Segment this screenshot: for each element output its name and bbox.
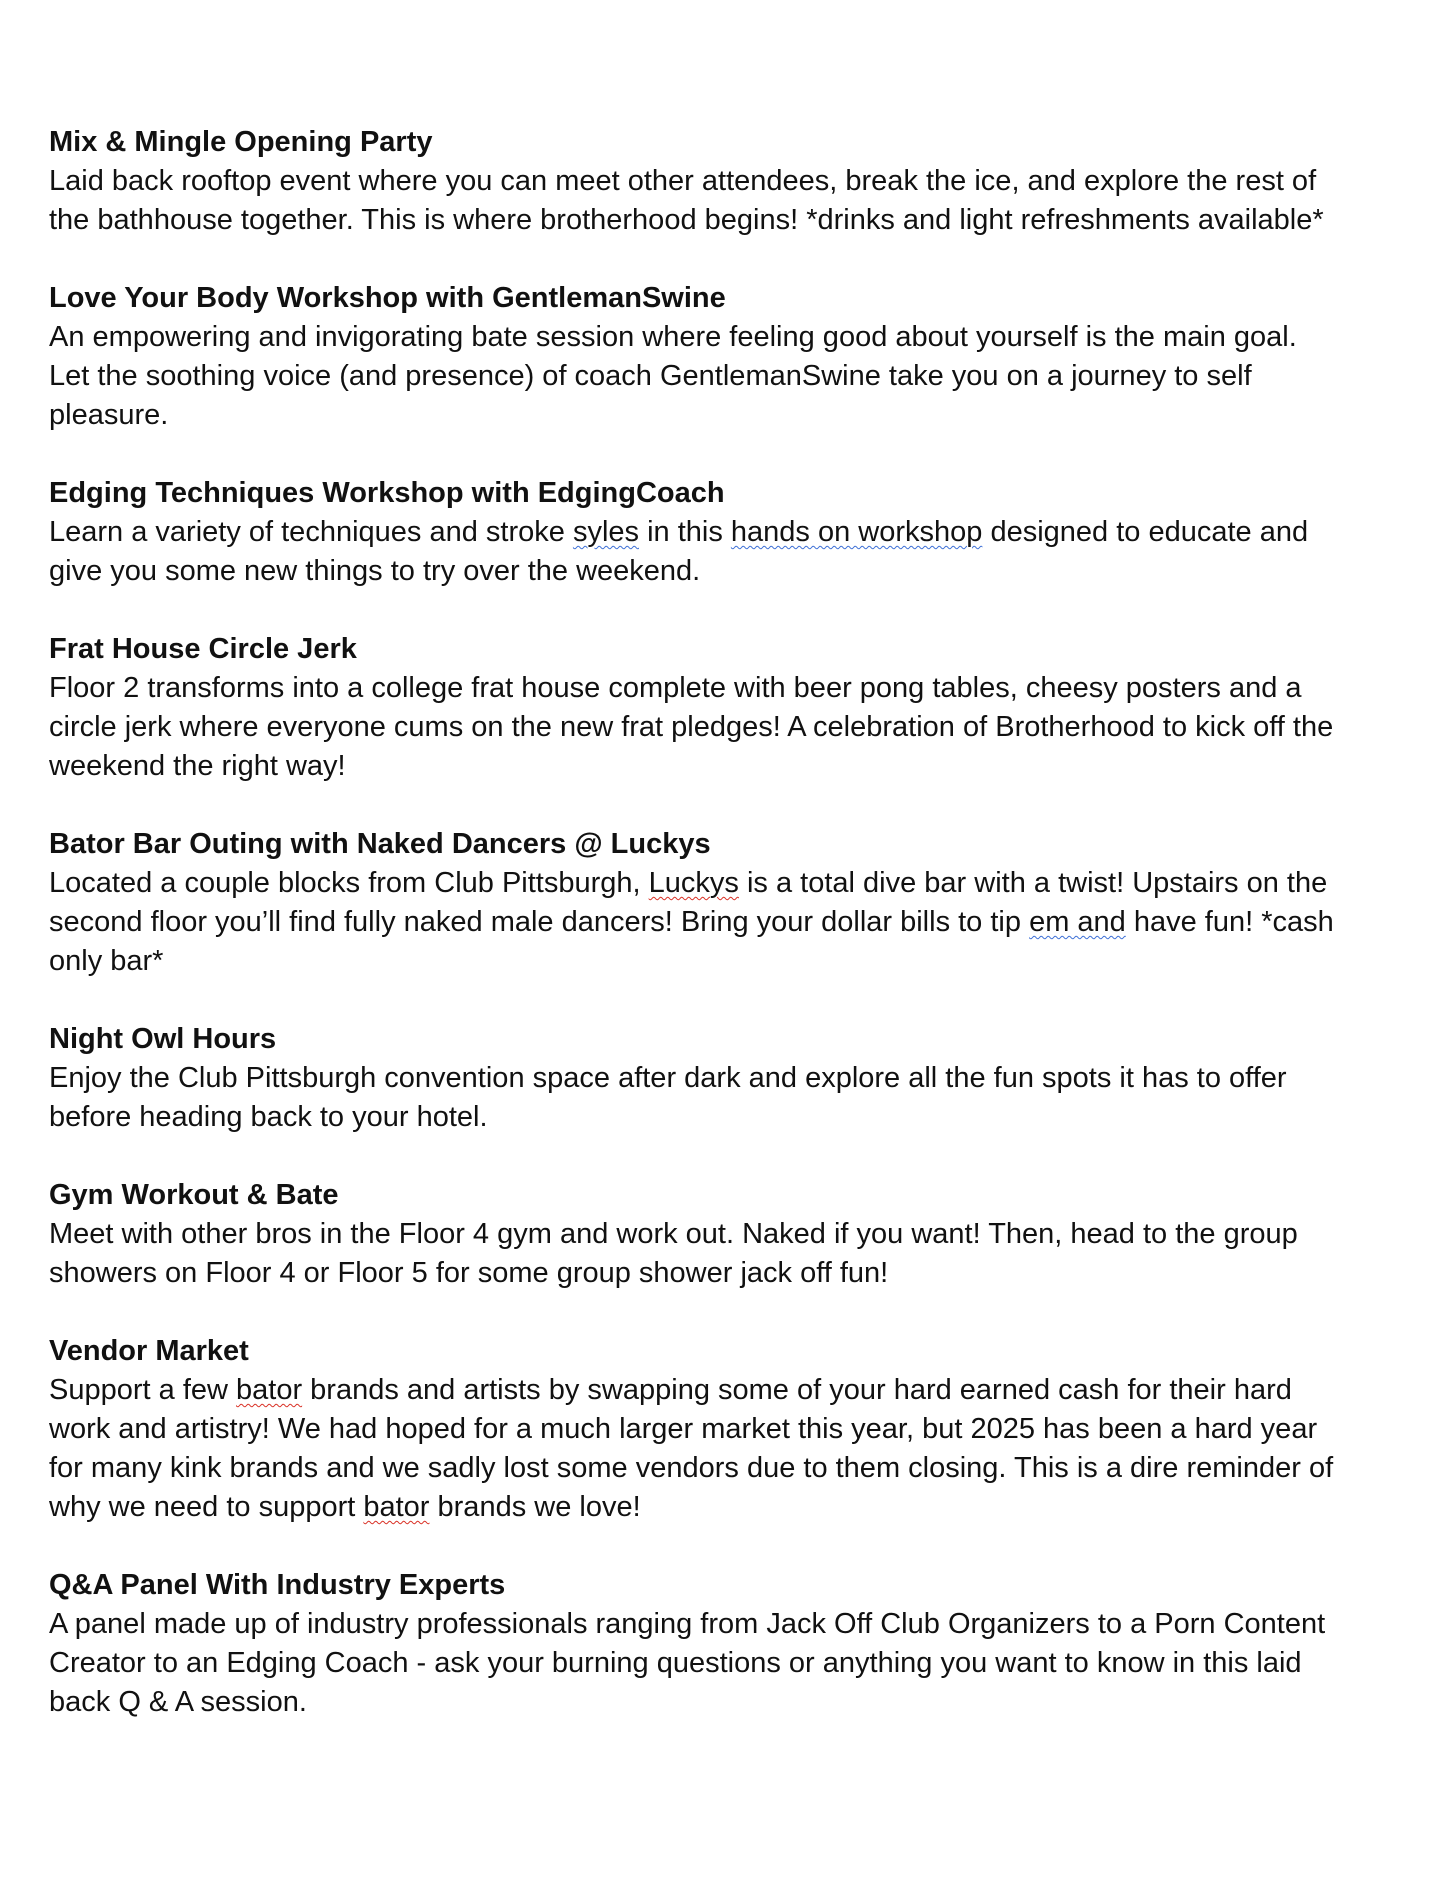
event-description: Floor 2 transforms into a college frat house complete with beer pong tables, cheesy posters and a circle jerk where everyone cums on the new frat pledges! A celebration of Brotherhood to kick off the weekend the right way!: [49, 672, 1334, 782]
event-description: A panel made up of industry professionals ranging from Jack Off Club Organizers to a Porn Content Creator to an Edging Coach - ask your burning questions or anything you want to know in this laid back Q & A session.: [49, 1608, 1326, 1718]
event-night-owl-hours: [49, 1020, 1339, 1137]
event-description: An empowering and invigorating bate session where feeling good about yourself is the main goal. Let the soothing voice (and presence) of coach GentlemanSwine take you on a journey to self pleasure.: [49, 321, 1297, 431]
event-title: Bator Bar Outing with Naked Dancers @ Luckys: [49, 828, 711, 860]
event-mix-and-mingle: [49, 123, 1339, 240]
event-description: Meet with other bros in the Floor 4 gym and work out. Naked if you want! Then, head to the group showers on Floor 4 or Floor 5 for some group shower jack off fun!: [49, 1218, 1298, 1289]
spelling-flag[interactable]: bator: [363, 1491, 430, 1523]
event-title: Q&A Panel With Industry Experts: [49, 1569, 506, 1601]
event-description: Located a couple blocks from Club Pittsburgh, Luckys is a total dive bar with a twist! Upstairs on the second floor you’ll find fully naked male dancers! Bring your dollar bills to tip em and have fun! *cash only bar*: [49, 867, 1334, 977]
event-edging-techniques: [49, 474, 1339, 591]
event-title: Vendor Market: [49, 1335, 249, 1367]
event-title: Mix & Mingle Opening Party: [49, 126, 433, 158]
event-bator-bar-outing: [49, 825, 1339, 981]
event-description: Enjoy the Club Pittsburgh convention space after dark and explore all the fun spots it has to offer before heading back to your hotel.: [49, 1062, 1287, 1133]
event-description: Laid back rooftop event where you can meet other attendees, break the ice, and explore the rest of the bathhouse together. This is where brotherhood begins! *drinks and light refreshments available*: [49, 165, 1324, 236]
grammar-flag[interactable]: hands on workshop: [730, 516, 983, 548]
event-vendor-market: [49, 1332, 1339, 1527]
event-title: Edging Techniques Workshop with EdgingCoach: [49, 477, 725, 509]
event-love-your-body: [49, 279, 1339, 435]
spelling-flag[interactable]: bator: [236, 1374, 303, 1406]
event-title: Gym Workout & Bate: [49, 1179, 339, 1211]
spelling-flag[interactable]: Luckys: [648, 867, 739, 899]
event-description: Support a few bator brands and artists by swapping some of your hard earned cash for their hard work and artistry! We had hoped for a much larger market this year, but 2025 has been a hard year for many kink brands and we sadly lost some vendors due to them closing. This is a dire reminder of why we need to support bator brands we love!: [49, 1374, 1334, 1523]
document-body: [49, 123, 1339, 1761]
event-title: Night Owl Hours: [49, 1023, 277, 1055]
event-qa-panel: [49, 1566, 1339, 1722]
grammar-flag[interactable]: em and: [1029, 906, 1126, 938]
event-title: Love Your Body Workshop with GentlemanSwine: [49, 282, 726, 314]
event-title: Frat House Circle Jerk: [49, 633, 357, 665]
event-frat-house: [49, 630, 1339, 786]
event-description: Learn a variety of techniques and stroke syles in this hands on workshop designed to educate and give you some new things to try over the weekend.: [49, 516, 1309, 587]
event-gym-workout: [49, 1176, 1339, 1293]
grammar-flag[interactable]: syles: [572, 516, 640, 548]
